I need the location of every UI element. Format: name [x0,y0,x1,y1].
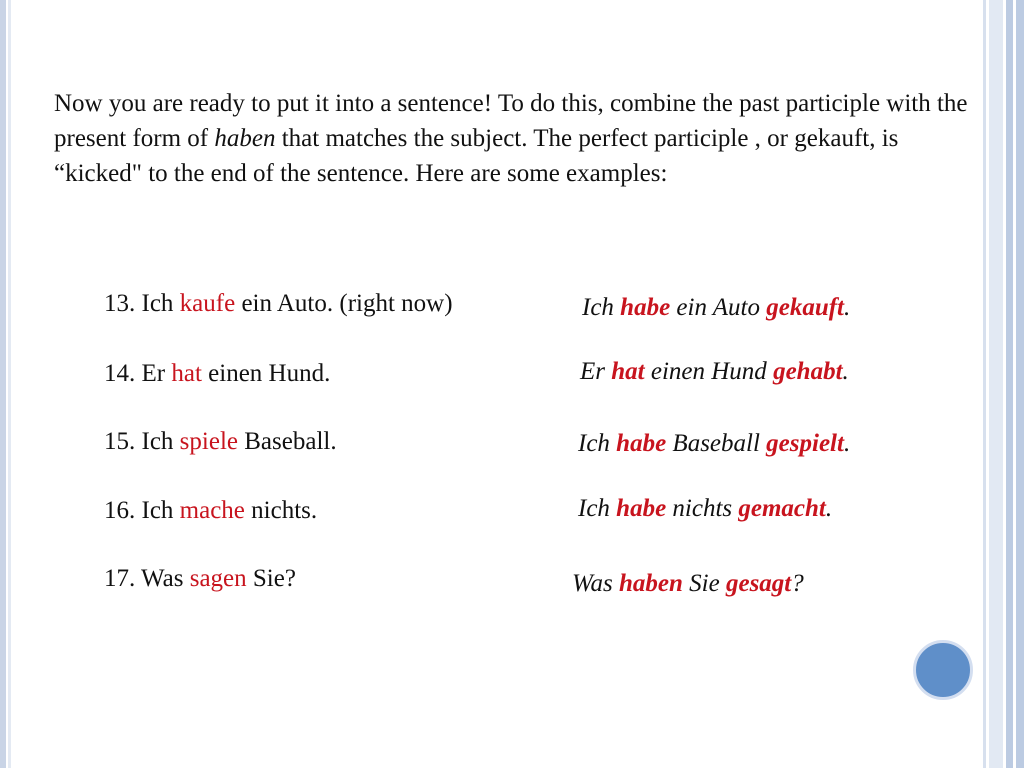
example-14-perfect-start: Er [580,358,612,385]
frame-right-bar-inner [1006,0,1013,768]
intro-text-part2: that matches the subject. The perfect participle , or gekauft, is “kicked" to the end of the sentence. Here are some examples: [54,125,899,187]
intro-paragraph [54,86,974,191]
example-17-present-verb: sagen [189,565,247,592]
example-17-perfect-end: ? [791,570,804,597]
example-16-perfect [578,495,832,523]
frame-left-line [8,0,11,768]
example-14-perfect-participle: gehabt [773,358,843,385]
example-17-present-start: 17. Was [104,565,190,592]
example-15-perfect [578,430,850,458]
example-13-present-verb: kaufe [179,290,236,317]
example-14-present-end: einen Hund. [201,360,331,387]
example-16-perfect-end: . [825,495,833,522]
frame-right-light-bar [989,0,1003,768]
example-13-present-end: ein Auto. (right now) [235,290,453,317]
example-15-perfect-end: . [843,430,851,457]
example-15-present-verb: spiele [179,428,238,455]
example-13-perfect-end: . [844,294,851,321]
example-14-perfect-aux: hat [611,358,645,385]
intro-haben-word: haben [214,125,276,152]
example-15-present-end: Baseball. [238,428,337,455]
example-14-perfect-end: . [842,358,849,385]
intro-text-part1: Now you are ready to put it into a sentence! To do this, combine the past participle with the present form of [54,90,968,152]
example-15-perfect-start: Ich [578,430,617,457]
example-15-perfect-aux: habe [616,430,667,457]
example-13-present-start: 13. Ich [104,290,180,317]
example-14-perfect [580,358,849,386]
example-15-present [104,428,337,456]
example-17-perfect-participle: gesagt [725,570,792,597]
example-16-perfect-middle: nichts [666,495,739,522]
example-16-perfect-start: Ich [578,495,617,522]
example-14-present-verb: hat [171,360,202,387]
example-16-present-verb: mache [179,497,245,524]
example-17-perfect-middle: Sie [682,570,726,597]
example-14-present [104,360,330,388]
example-16-present-start: 16. Ich [104,497,180,524]
example-16-present [104,497,317,525]
example-16-present-end: nichts. [244,497,318,524]
example-13-perfect [582,294,850,322]
example-17-perfect-aux: haben [619,570,683,597]
example-13-perfect-aux: habe [620,294,671,321]
example-15-perfect-participle: gespielt [766,430,844,457]
example-13-perfect-middle: ein Auto [670,294,767,321]
example-15-present-start: 15. Ich [104,428,180,455]
example-17-present-end: Sie? [246,565,296,592]
example-13-perfect-participle: gekauft [766,294,845,321]
example-17-perfect-start: Was [572,570,620,597]
example-14-perfect-middle: einen Hund [644,358,774,385]
example-15-perfect-middle: Baseball [666,430,767,457]
example-14-present-start: 14. Er [104,360,172,387]
frame-right-thin-line [983,0,986,768]
frame-right-bar-outer [1016,0,1024,768]
example-13-perfect-start: Ich [582,294,621,321]
example-16-perfect-aux: habe [616,495,667,522]
example-17-perfect [572,570,804,598]
frame-left-bar [0,0,6,768]
example-17-present [104,565,296,593]
decorative-circle [913,640,973,700]
example-13-present [104,290,453,318]
example-16-perfect-participle: gemacht [738,495,826,522]
